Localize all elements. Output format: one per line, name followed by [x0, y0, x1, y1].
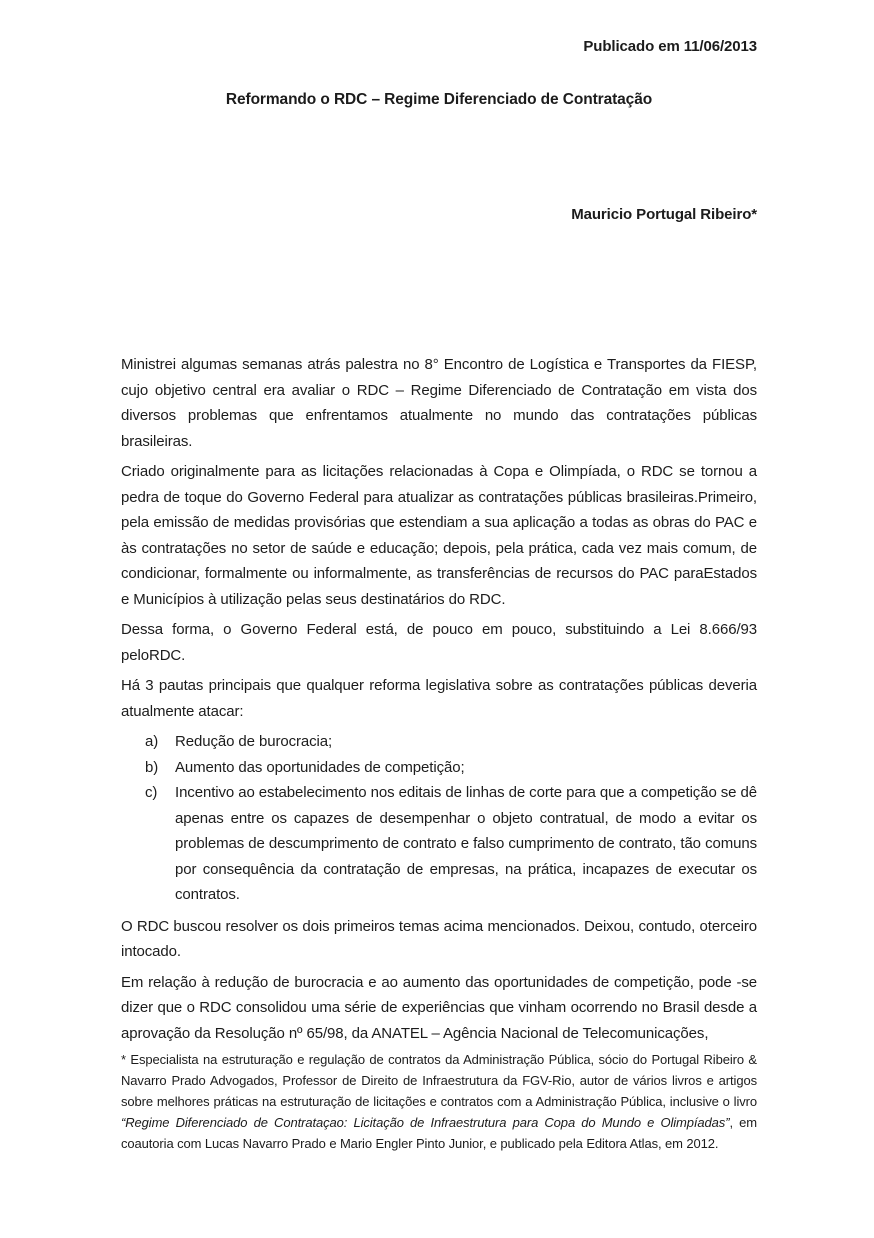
- paragraph-intro: Ministrei algumas semanas atrás palestra no 8° Encontro de Logística e Transportes da FIESP, cujo objetivo central era avaliar o RDC – Regime Diferenciado de Contratação em vista dos diversos problemas que enfrentamos atualmente no mundo das contratações públicas brasileiras.: [121, 356, 757, 450]
- document-title: Reformando o RDC – Regime Diferenciado de Contratação: [225, 91, 653, 108]
- publication-date: Publicado em 11/06/2013: [583, 38, 757, 55]
- footnote-text-start: * Especialista na estruturação e regulação de contratos da Administração Pública, sócio do Portugal Ribeiro & Navarro Prado Advogados, Professor de Direito de Infraestrutura da FGV-Rio, autor de vários livros e artigos sobre melhores práticas na estruturação de licitações e contratos com a Administração Pública, inclusive o livro: [121, 1052, 757, 1109]
- paragraph-lei-8666: Dessa forma, o Governo Federal está, de pouco em pouco, substituindo a Lei 8.666/93 peloRDC.: [121, 621, 757, 664]
- list-marker-b: b): [145, 758, 159, 776]
- list-item-b: [145, 755, 757, 781]
- list-marker-a: a): [145, 733, 159, 750]
- paragraph-rdc-origin: Criado originalmente para as licitações relacionadas à Copa e Olimpíada, o RDC se tornou a pedra de toque do Governo Federal para atualizar as contratações públicas brasileiras.Primeiro, pela emissão de medidas provisórias que estendiam a sua aplicação a todas as obras do PAC e às contratações no setor de saúde e educação; depois, pela prática, cada vez mais comum, de condicionar, formalmente ou informalmente, as transferências de recursos do PAC paraEstados e Municípios à utilização pelas seus destinatários do RDC.: [121, 463, 757, 608]
- list-item-a: [145, 729, 757, 755]
- list-marker-c: c): [145, 784, 158, 801]
- footnote-book-title: “Regime Diferenciado de Contrataçao: Licitação de Infraestrutura para Copa do Mundo e Olimpíadas”: [121, 1115, 730, 1130]
- list-item-c-text: Incentivo ao estabelecimento nos editais de linhas de corte para que a competição se dê apenas entre os capazes de desempenhar o objeto contratual, de modo a evitar os problemas de descumprimento de contrato e falso cumprimento de contrato, tão comuns por consequência da contratação de empresas, na prática, incapazes de executar os contratos.: [175, 784, 757, 903]
- paragraph-anatel: Em relação à redução de burocracia e ao aumento das oportunidades de competição, pode -se dizer que o RDC consolidou uma série de experiências que vinham ocorrendo no Brasil desde a aprovação da Resolução nº 65/98, da ANATEL – Agência Nacional de Telecomunicações,: [121, 973, 757, 1042]
- paragraph-3-pautas: Há 3 pautas principais que qualquer reforma legislativa sobre as contratações públicas deveria atualmente atacar:: [121, 677, 757, 720]
- list-item-b-text: Aumento das oportunidades de competição;: [175, 758, 465, 776]
- author-byline: Mauricio Portugal Ribeiro*: [571, 206, 757, 223]
- list-item-a-text: Redução de burocracia;: [175, 733, 333, 750]
- footnote: [121, 1049, 757, 1154]
- paragraph-rdc-resolveu: O RDC buscou resolver os dois primeiros temas acima mencionados. Deixou, contudo, oterceiro intocado.: [121, 917, 757, 960]
- footnote-text-end: , em coautoria com Lucas Navarro Prado e Mario Engler Pinto Junior, e publicado pela Editora Atlas, em 2012.: [121, 1115, 757, 1151]
- document-body: [121, 352, 757, 1051]
- alpha-list: [121, 729, 757, 908]
- list-item-c: [145, 780, 757, 908]
